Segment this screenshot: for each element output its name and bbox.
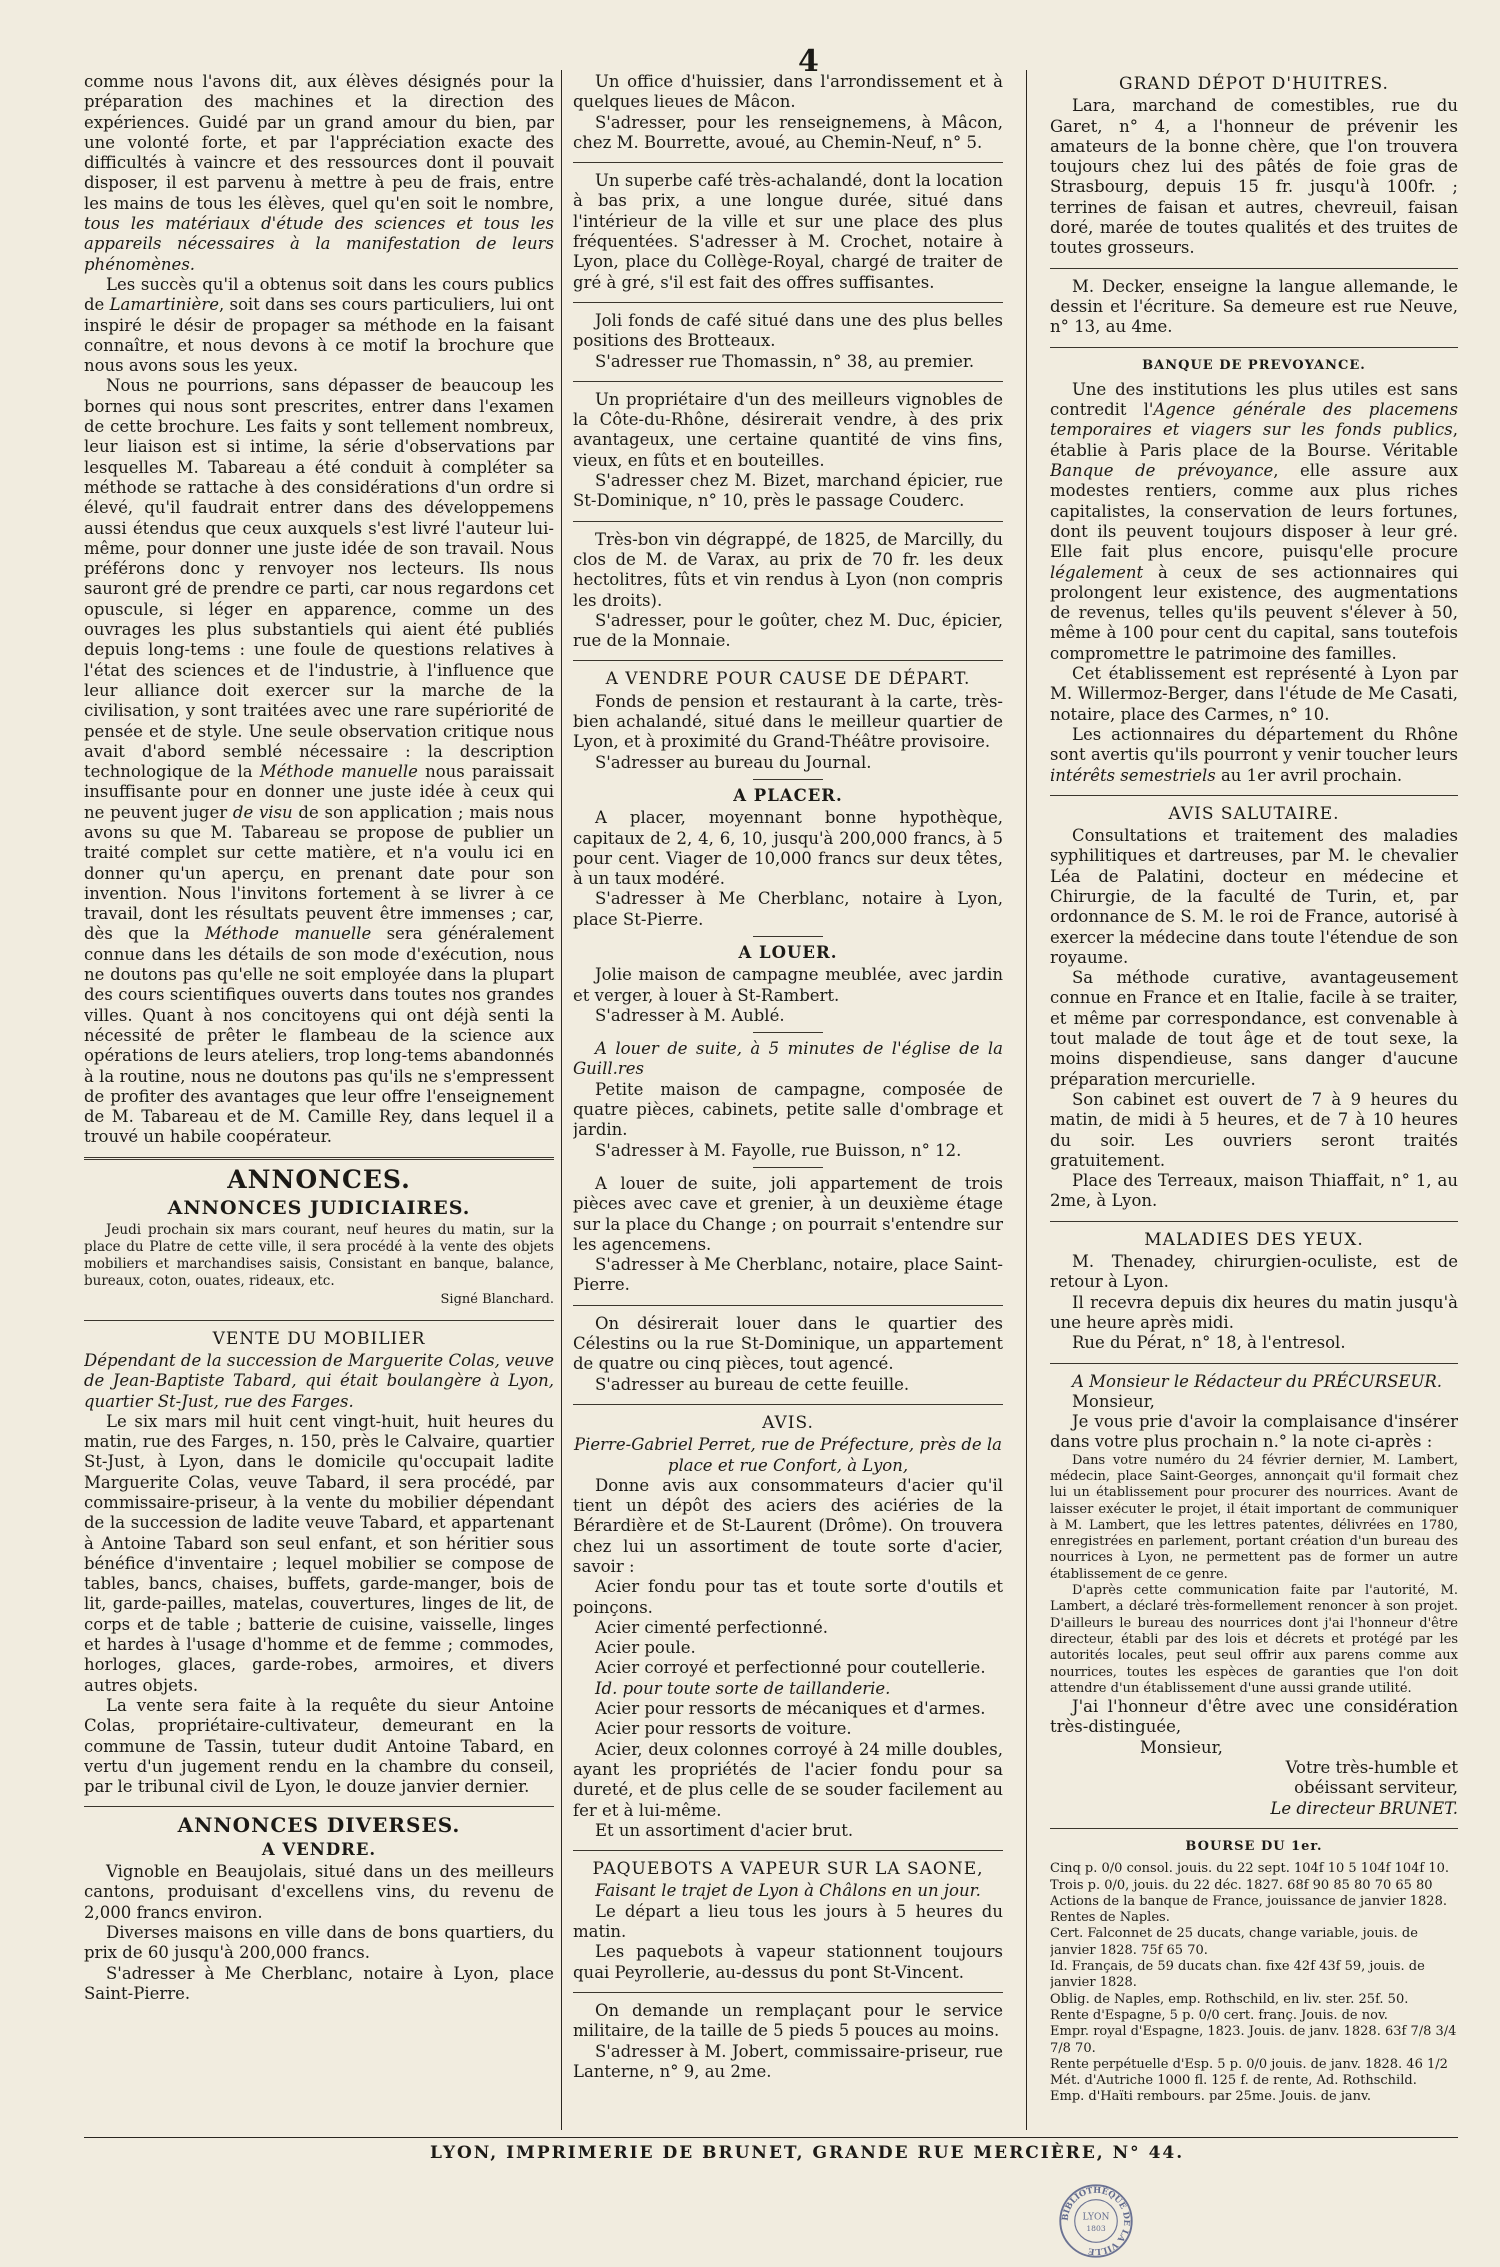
list-item: Acier poule. xyxy=(595,1638,696,1658)
ad-text: Son cabinet est ouvert de 7 à 9 heures du matin, de midi à 5 heures, et de 7 à 10 heures du soir. Les ouvriers seront traités gratuitement. xyxy=(1050,1089,1458,1170)
column-rule xyxy=(561,70,562,2130)
ad-text: Une des institutions les plus utiles est sans contredit l'Agence générale des placemens temporaires et viagers sur les fonds publics, établie à Paris place de la Bourse. Véritable Banque de prévoyance, elle assure aux modestes rentiers, comme aux plus riches capitalistes, la conservation de leurs fortunes, dont ils peuvent toujours disposer à leur gré. Elle fait plus encore, puisqu'elle procure légalement à ceux de ses actionnaires qui prolongent leur existence, des augmentations de revenus, telles qu'ils peuvent s'élever à 50, même à 100 pour cent du capital, sans toutefois compromettre le patrimoine des familles. xyxy=(1050,379,1458,663)
divider xyxy=(573,1404,1003,1405)
divider xyxy=(1050,1363,1458,1364)
printer-imprint: LYON, IMPRIMERIE DE BRUNET, GRANDE RUE MERCIÈRE, N° 44. xyxy=(430,2143,1185,2163)
notice-paragraph: S'adresser à Me Cherblanc, notaire à Lyon, place Saint-Pierre. xyxy=(84,1963,554,2003)
divider xyxy=(753,936,823,937)
list-item: Acier, deux colonnes corroyé à 24 mille doubles, ayant les propriétés de l'acier fondu pour sa dureté, et de plus celle de se souder facilement au fer et à lui-même. xyxy=(573,1739,1003,1820)
ad-text: Le départ a lieu tous les jours à 5 heures du matin. xyxy=(573,1901,1003,1942)
ad-title: AVIS. xyxy=(762,1412,814,1433)
list-item: Acier pour ressorts de mécaniques et d'armes. xyxy=(595,1699,986,1719)
letter-paragraph: D'après cette communication faite par l'autorité, M. Lambert, a déclaré très-formellement renoncer à son projet. D'ailleurs le bureau des nourrices dont j'ai l'honneur d'être directeur, établi par des lois et décrets et protégé par les autorités locales, peut seul offrir aux parens comme aux nourrices, toutes les espèces de garanties que l'on doit attendre d'un établissement d'une aussi grande utilité. xyxy=(1050,1583,1458,1696)
divider xyxy=(573,302,1003,303)
divider xyxy=(1050,795,1458,796)
bourse-quote: Cert. Falconnet de 25 ducats, change variable, jouis. de janvier 1828. 75f 65 70. xyxy=(1050,1926,1418,1958)
article-paragraph: Nous ne pourrions, sans dépasser de beaucoup les bornes qui nous sont prescrites, entrer dans l'examen de cette brochure. Les faits y sont tellement nombreux, leur liaison est si intime, la série d'observations par lesquelles M. Tabareau a été conduit à compléter sa méthode se rattache à des considérations d'un ordre si élevé, qu'il faudrait entrer dans des développemens aussi étendus que ceux auxquels s'est livré l'auteur lui-même, pour donner une juste idée de son travail. Nous préférons donc y renvoyer nos lecteurs. Ils nous sauront gré de prendre ce parti, car nous regardons cet opuscule, si léger en apparence, comme un des ouvrages les plus substantiels qui aient été publiés depuis long-tems : une foule de questions relatives à l'état des sciences et de l'industrie, à l'influence que leur alliance doit exercer sur la marche de la civilisation, y sont traitées avec une rare supériorité de pensée et de style. Une seule observation critique nous avait d'abord semblé nécessaire : la description technologique de la Méthode manuelle nous paraissait insuffisante pour en donner une juste idée à ceux qui ne peuvent juger de visu de son application ; mais nous avons su que M. Tabareau se propose de publier un traité complet sur cette matière, et n'a voulu ici en donner qu'un aperçu, en prenant date pour son invention. Nous l'invitons fortement à se livrer à ce travail, dont les résultats peuvent être immenses ; car, dès que la Méthode manuelle sera généralement connue dans les détails de son mode d'exécution, nous ne doutons pas qu'elle ne soit employée dans la plupart des cours scientifiques ouverts dans toutes nos grandes villes. Quant à nos concitoyens qui ont déjà senti la nécessité de prêter le flambeau de la science aux opérations de leurs ateliers, trop long-tems abandonnés à la routine, nous ne doutons pas qu'ils ne s'empressent de profiter des avantages que leur offre l'enseignement de M. Tabareau et de M. Camille Rey, dans lequel il a trouvé un habile coopérateur. xyxy=(84,376,554,1147)
page-number: 4 xyxy=(798,44,819,79)
list-item: Acier fondu pour tas et toute sorte d'outils et poinçons. xyxy=(573,1577,1003,1617)
ad-subtitle: A louer de suite, à 5 minutes de l'église de la Guill.res xyxy=(573,1039,1003,1079)
ad-subtitle: Faisant le trajet de Lyon à Châlons en un jour. xyxy=(595,1881,981,1901)
ad-text: M. Thenadey, chirurgien-oculiste, est de retour à Lyon. xyxy=(1050,1252,1458,1292)
ad-text: Il recevra depuis dix heures du matin jusqu'à une heure après midi. xyxy=(1050,1292,1458,1332)
footer-rule xyxy=(84,2137,1458,2138)
divider xyxy=(753,1032,823,1033)
ad-text: Joli fonds de café situé dans une des plus belles positions des Brotteaux. xyxy=(573,310,1003,351)
bourse-quotes xyxy=(1050,1861,1458,2105)
ad-address: S'adresser à M. Jobert, commissaire-priseur, rue Lanterne, n° 9, au 2me. xyxy=(573,2041,1003,2081)
bourse-quote: Emp. d'Haïti rembours. par 25me. Jouis. de janv. xyxy=(1050,2089,1371,2105)
ad-text: Les paquebots à vapeur stationnent toujours quai Peyrollerie, au-dessus du pont St-Vincent. xyxy=(573,1942,1003,1982)
divider xyxy=(573,381,1003,382)
article-paragraph: Les succès qu'il a obtenus soit dans les cours publics de Lamartinière, soit dans ses cours particuliers, lui ont inspiré le désir de propager sa méthode en la faisant connaître, et nous devons à ce motif la brochure que nous avons sous les yeux. xyxy=(84,274,554,376)
ad-address: Place des Terreaux, maison Thiaffait, n° 1, au 2me, à Lyon. xyxy=(1050,1171,1458,1211)
ad-text: On demande un remplaçant pour le service militaire, de la taille de 5 pieds 5 pouces au moins. xyxy=(573,2000,1003,2041)
subsection-title: A VENDRE. xyxy=(261,1839,377,1859)
notice-signature: Signé Blanchard. xyxy=(440,1292,554,1308)
letter-paragraph: Dans votre numéro du 24 février dernier, M. Lambert, médecin, place Saint-Georges, annonçait qu'il formait chez lui un établissement pour procurer des nourrices. Avant de laisser exécuter le projet, il était important de communiquer à M. Lambert, que les lettres patentes, délivrées en 1780, enregistrées en parlement, portant création d'un bureau des nourrices à Lyon, ne permettent pas de former un autre établissement de ce genre. xyxy=(1050,1452,1458,1582)
section-title-judiciaires: ANNONCES JUDICIAIRES. xyxy=(167,1197,471,1220)
divider xyxy=(573,521,1003,522)
list-item: Acier cimenté perfectionné. xyxy=(595,1617,828,1637)
divider xyxy=(84,1320,554,1321)
column-rule xyxy=(1026,70,1027,2130)
ad-address: S'adresser à Me Cherblanc, notaire, place Saint-Pierre. xyxy=(573,1255,1003,1295)
ad-address: S'adresser, pour les renseignemens, à Mâcon, chez M. Bourrette, avoué, au Chemin-Neuf, n° 5. xyxy=(573,112,1003,152)
divider xyxy=(573,1992,1003,1993)
ad-subtitle: Pierre-Gabriel Perret, rue de Préfecture, près de la place et rue Confort, à Lyon, xyxy=(573,1435,1003,1475)
notice-paragraph: La vente sera faite à la requête du sieur Antoine Colas, propriétaire-cultivateur, demeurant en la commune de Tassin, tuteur dudit Antoine Tabard, en vertu d'un jugement rendu en la chambre du conseil, par le tribunal civil de Lyon, le douze janvier dernier. xyxy=(84,1695,554,1797)
ad-title: PAQUEBOTS A VAPEUR SUR LA SAONE, xyxy=(592,1859,984,1880)
stamp-outer-text: BIBLIOTHÈQUE DE LA VILLE xyxy=(1059,2184,1133,2258)
letter-salutation: Monsieur, xyxy=(1072,1391,1155,1411)
article-paragraph: comme nous l'avons dit, aux élèves désignés pour la préparation des machines et la direction des expériences. Guidé par un grand amour du bien, par une volonté forte, et par l'appréciation exacte des difficultés à vaincre et des ressources dont il pouvait disposer, il est parvenu à mettre à peu de frais, entre les mains de tous les élèves, quel qu'en soit le nombre, tous les matériaux d'étude des sciences et tous les appareils nécessaires à la manifestation de leurs phénomènes. xyxy=(84,72,554,274)
ad-text: Un office d'huissier, dans l'arrondissement et à quelques lieues de Mâcon. xyxy=(573,72,1003,112)
bourse-quote: Trois p. 0/0, jouis. du 22 déc. 1827. 68f 90 85 80 70 65 80 xyxy=(1050,1877,1433,1893)
ad-title: AVIS SALUTAIRE. xyxy=(1168,803,1340,824)
list-item: Acier pour ressorts de voiture. xyxy=(595,1719,852,1739)
divider xyxy=(1050,1221,1458,1222)
stamp-city: LYON xyxy=(1082,2212,1110,2223)
ad-address: S'adresser, pour le goûter, chez M. Duc, épicier, rue de la Monnaie. xyxy=(573,610,1003,651)
ad-text: Consultations et traitement des maladies syphilitiques et dartreuses, par M. le chevalier Léa de Palatini, docteur en médecine et Chirurgie, de la faculté de Turin, et, par ordonnance de S. M. le roi de France, autorisé à exercer la médecine dans toute l'étendue de son royaume. xyxy=(1050,826,1458,967)
notice-paragraph: Vignoble en Beaujolais, situé dans un des meilleurs cantons, produisant d'excellens vins, du revenu de 2,000 francs environ. xyxy=(84,1862,554,1922)
ad-text: Très-bon vin dégrappé, de 1825, de Marcilly, du clos de M. de Varax, au prix de 70 fr. les deux hectolitres, fûts et vin rendus à Lyon (non compris les droits). xyxy=(573,529,1003,610)
notice-paragraph: Diverses maisons en ville dans de bons quartiers, du prix de 60 jusqu'à 200,000 francs. xyxy=(84,1922,554,1963)
letter-heading: A Monsieur le Rédacteur du PRÉCURSEUR. xyxy=(1072,1371,1443,1391)
bourse-quote: Empr. royal d'Espagne, 1823. Jouis. de janv. 1828. 63f 7/8 3/4 7/8 70. xyxy=(1050,2024,1457,2056)
ad-address: S'adresser à M. Aublé. xyxy=(595,1005,785,1025)
column-middle xyxy=(573,72,1003,2127)
bourse-quote: Oblig. de Naples, emp. Rothschild, en liv. ster. 25f. 50. xyxy=(1050,1991,1409,2007)
ad-text: M. Decker, enseigne la langue allemande, le dessin et l'écriture. Sa demeure est rue Neuve, n° 13, au 4me. xyxy=(1050,276,1458,337)
section-title-diverses: ANNONCES DIVERSES. xyxy=(177,1813,461,1838)
bourse-title: BOURSE DU 1er. xyxy=(1185,1838,1323,1854)
ad-text: Un propriétaire d'un des meilleurs vignobles de la Côte-du-Rhône, désirerait vendre, à des prix avantageux, une certaine quantité de vins fins, vieux, en fûts et en bouteilles. xyxy=(573,389,1003,470)
ad-title: A LOUER. xyxy=(738,942,838,962)
library-stamp xyxy=(1058,2183,1134,2259)
letter-paragraph: Je vous prie d'avoir la complaisance d'insérer dans votre plus prochain n.° la note ci-après : xyxy=(1050,1412,1458,1452)
letter-salutation: Monsieur, xyxy=(1140,1737,1223,1757)
list-item: Acier corroyé et perfectionné pour coutellerie. xyxy=(595,1658,986,1678)
divider xyxy=(573,1850,1003,1851)
bourse-quote: Rentes de Naples. xyxy=(1050,1910,1170,1926)
bourse-quote: Rente perpétuelle d'Esp. 5 p. 0/0 jouis. de janv. 1828. 46 1/2 xyxy=(1050,2056,1448,2072)
letter-signature: Le directeur BRUNET. xyxy=(1270,1798,1458,1818)
bourse-quote: Id. Français, de 59 ducats chan. fixe 42f 43f 59, jouis. de janvier 1828. xyxy=(1050,1959,1425,1991)
ad-text: Un superbe café très-achalandé, dont la location à bas prix, a une longue durée, situé dans l'intérieur de la ville et sur une place des plus fréquentées. S'adresser à M. Crochet, notaire à Lyon, place du Collège-Royal, chargé de traiter de gré à gré, s'il est fait des offres suffisantes. xyxy=(573,171,1003,292)
divider xyxy=(753,1167,823,1168)
notice-subtitle: Dépendant de la succession de Marguerite Colas, veuve de Jean-Baptiste Tabard, qui était boulangère à Lyon, quartier St-Just, rue des Farges. xyxy=(84,1350,554,1411)
notice-paragraph: Le six mars mil huit cent vingt-huit, huit heures du matin, rue des Farges, n. 150, près le Calvaire, quartier St-Just, à Lyon, dans le domicile qu'occupait ladite Marguerite Colas, veuve Tabard, il sera procédé, par commissaire-priseur, à la vente du mobilier dépendant de la succession de ladite veuve Tabard, et appartenant à Antoine Tabard son seul enfant, et son héritier sous bénéfice d'inventaire ; lequel mobilier se compose de tables, bancs, chaises, buffets, garde-manger, bois de lit, garde-pailles, matelas, couvertures, linges de lit, de corps et de table ; batterie de cuisine, vaisselle, linges et hardes à l'usage d'homme et de femme ; commodes, horloges, glaces, garde-robes, armoires, et divers autres objets. xyxy=(84,1411,554,1695)
list-item: Id. pour toute sorte de taillanderie. xyxy=(595,1678,891,1698)
ad-address: S'adresser chez M. Bizet, marchand épicier, rue St-Dominique, n° 10, près le passage Couderc. xyxy=(573,471,1003,511)
bourse-quote: Rente d'Espagne, 5 p. 0/0 cert. franç. Jouis. de nov. xyxy=(1050,2007,1388,2023)
divider xyxy=(573,162,1003,163)
column-right xyxy=(1050,72,1458,2127)
column-left xyxy=(84,72,554,2127)
ad-text: Cet établissement est représenté à Lyon par M. Willermoz-Berger, dans l'étude de Me Casati, notaire, place des Carmes, n° 10. xyxy=(1050,664,1458,724)
bourse-quote: Actions de la banque de France, jouissance de janvier 1828. xyxy=(1050,1893,1447,1909)
divider xyxy=(753,779,823,780)
ad-address: Rue du Pérat, n° 18, à l'entresol. xyxy=(1072,1333,1346,1353)
ad-text: On désirerait louer dans le quartier des Célestins ou la rue St-Dominique, un appartement de quatre ou cinq pièces, tout agencé. xyxy=(573,1313,1003,1374)
letter-signature: Votre très-humble et xyxy=(1285,1758,1458,1778)
ad-title: BANQUE DE PREVOYANCE. xyxy=(1142,357,1366,373)
ad-text: Fonds de pension et restaurant à la carte, très-bien achalandé, situé dans le meilleur quartier de Lyon, et à proximité du Grand-Théâtre provisoire. xyxy=(573,691,1003,752)
ad-text: A louer de suite, joli appartement de trois pièces avec cave et grenier, à un deuxième étage sur la place du Change ; on pourrait s'entendre sur les agencemens. xyxy=(573,1173,1003,1254)
ad-title: MALADIES DES YEUX. xyxy=(1144,1229,1364,1250)
ad-title: A PLACER. xyxy=(733,785,843,805)
ad-text: Lara, marchand de comestibles, rue du Garet, n° 4, a l'honneur de prévenir les amateurs de la bonne chère, que l'on trouvera toujours chez lui des pâtés de foie gras de Strasbourg, depuis 15 fr. jusqu'à 100fr. ; terrines de faisan et autres, chevreuil, faisan doré, marée de toutes qualités et des truites de toutes grosseurs. xyxy=(1050,96,1458,258)
letter-signature: obéissant serviteur, xyxy=(1294,1778,1458,1798)
divider xyxy=(1050,268,1458,269)
divider xyxy=(1050,1828,1458,1829)
ad-title: A VENDRE POUR CAUSE DE DÉPART. xyxy=(605,669,971,690)
ad-title: GRAND DÉPOT D'HUITRES. xyxy=(1119,74,1389,94)
ad-text: Jolie maison de campagne meublée, avec jardin et verger, à louer à St-Rambert. xyxy=(573,965,1003,1005)
divider xyxy=(1050,347,1458,348)
section-title-annonces: ANNONCES. xyxy=(227,1164,411,1194)
ad-text: A placer, moyennant bonne hypothèque, capitaux de 2, 4, 6, 10, jusqu'à 200,000 francs, à 5 pour cent. Viager de 10,000 francs sur deux têtes, à un taux modéré. xyxy=(573,808,1003,889)
notice-text: Jeudi prochain six mars courant, neuf heures du matin, sur la place du Platre de cette ville, il sera procédé à la vente des objets mobiliers et marchandises saisis, Consistant en banque, balance, bureaux, coton, ouates, rideaux, etc. xyxy=(84,1222,554,1290)
divider xyxy=(84,1157,554,1160)
bourse-quote: Cinq p. 0/0 consol. jouis. du 22 sept. 104f 10 5 104f 104f 10. xyxy=(1050,1861,1449,1877)
ad-address: S'adresser rue Thomassin, n° 38, au premier. xyxy=(595,351,975,371)
notice-title: VENTE DU MOBILIER xyxy=(212,1328,426,1349)
ad-text: Sa méthode curative, avantageusement connue en France et en Italie, facile à se traiter, et même par correspondance, est convenable à tout malade de tout âge et de tout sexe, la moins dispendieuse, sans danger d'aucune préparation mercurielle. xyxy=(1050,968,1458,1089)
list-item: Et un assortiment d'acier brut. xyxy=(595,1820,854,1840)
ad-address: S'adresser à Me Cherblanc, notaire à Lyon, place St-Pierre. xyxy=(573,889,1003,929)
stamp-year: 1803 xyxy=(1086,2223,1106,2233)
ad-address: S'adresser au bureau de cette feuille. xyxy=(595,1374,910,1394)
divider xyxy=(573,1305,1003,1306)
ad-text: Petite maison de campagne, composée de quatre pièces, cabinets, petite salle d'ombrage et jardin. xyxy=(573,1079,1003,1140)
ad-address: S'adresser à M. Fayolle, rue Buisson, n° 12. xyxy=(595,1140,962,1160)
divider xyxy=(84,1806,554,1807)
ad-text: Les actionnaires du département du Rhône sont avertis qu'ils pourront y venir toucher leurs intérêts semestriels au 1er avril prochain. xyxy=(1050,724,1458,785)
ad-address: S'adresser au bureau du Journal. xyxy=(595,752,872,772)
bourse-quote: Mét. d'Autriche 1000 fl. 125 f. de rente, Ad. Rothschild. xyxy=(1050,2073,1417,2089)
letter-paragraph: J'ai l'honneur d'être avec une considération très-distinguée, xyxy=(1050,1697,1458,1737)
ad-text: Donne avis aux consommateurs d'acier qu'il tient un dépôt des aciers des aciéries de la Bérardière et de St-Laurent (Drôme). On trouvera chez lui un assortiment de toute sorte d'acier, savoir : xyxy=(573,1475,1003,1576)
divider xyxy=(573,660,1003,661)
